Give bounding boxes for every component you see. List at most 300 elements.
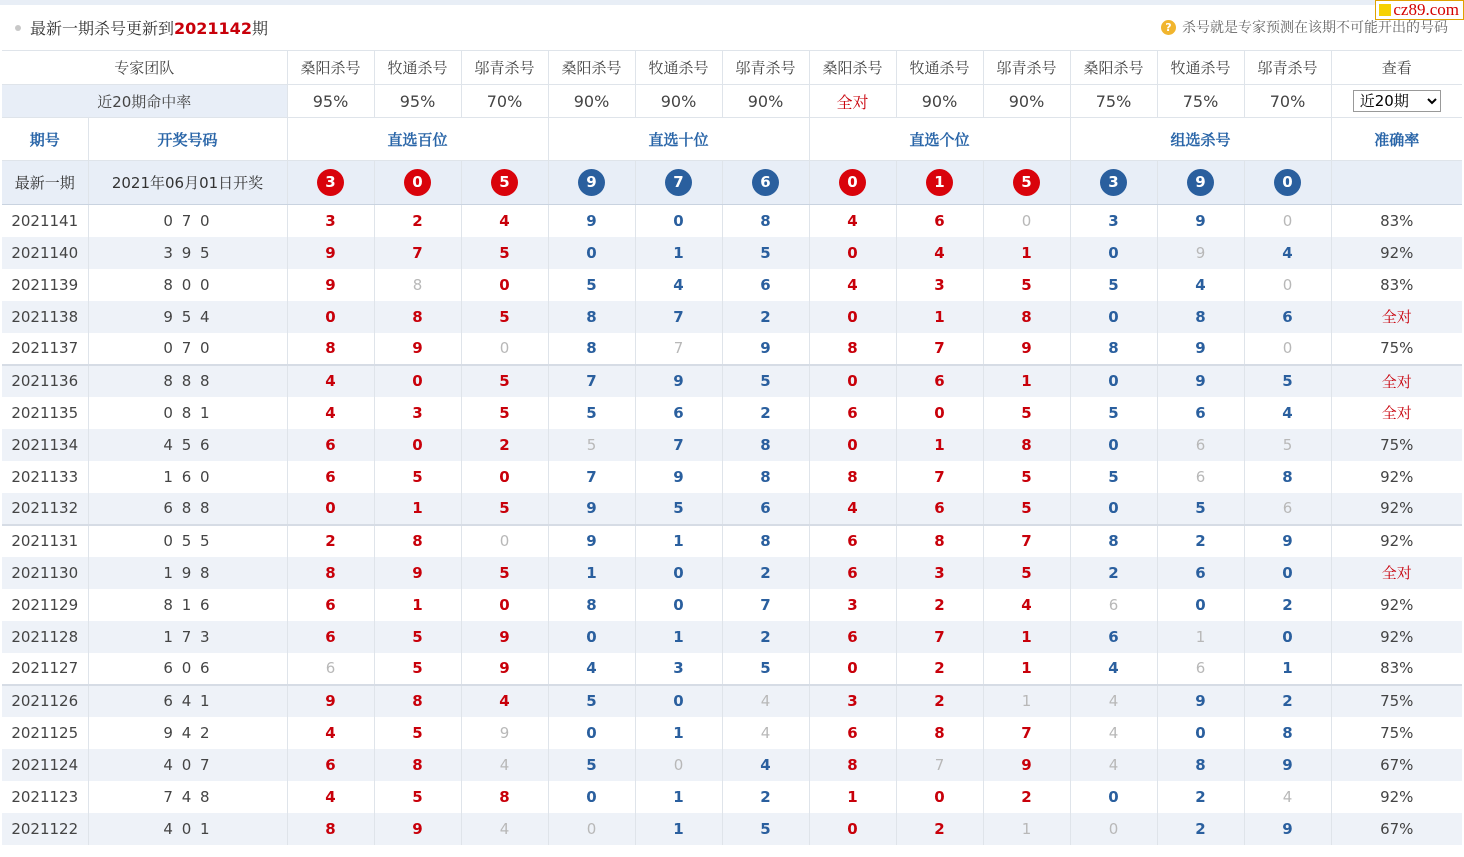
kill-number: 0	[809, 237, 896, 269]
kill-number: 8	[983, 429, 1070, 461]
ball-cell	[809, 161, 896, 205]
accuracy-value: 全对	[1381, 404, 1412, 422]
issue-number: 2021135	[2, 397, 88, 429]
kill-number: 9	[722, 333, 809, 365]
group-header-hundreds: 直选百位	[287, 118, 548, 161]
bullet-dot	[15, 25, 21, 31]
kill-number: 0	[1244, 621, 1331, 653]
kill-number: 0	[1070, 781, 1157, 813]
kill-number: 1	[1244, 653, 1331, 685]
kill-number: 6	[1070, 621, 1157, 653]
kill-number: 3	[809, 685, 896, 717]
latest-prediction-row	[2, 161, 1462, 205]
team-label: 专家团队	[2, 51, 287, 85]
expert-name: 牧通杀号	[1157, 51, 1244, 85]
kill-number: 2	[722, 781, 809, 813]
draw-numbers: 9 4 2	[88, 717, 287, 749]
accuracy-value: 全对	[1331, 557, 1462, 589]
draw-numbers: 8 0 0	[88, 269, 287, 301]
kill-number: 0	[374, 365, 461, 397]
kill-number: 0	[287, 493, 374, 525]
accuracy-value: 75%	[1380, 723, 1414, 742]
kill-number: 6	[896, 365, 983, 397]
latest-accuracy-empty	[1331, 161, 1462, 205]
kill-number: 1	[548, 557, 635, 589]
table-row	[2, 205, 1462, 237]
kill-number: 4	[287, 717, 374, 749]
expert-name: 邬青杀号	[461, 51, 548, 85]
kill-number: 0	[548, 781, 635, 813]
ball-cell	[374, 161, 461, 205]
kill-number: 5	[461, 557, 548, 589]
kill-number: 2	[1244, 589, 1331, 621]
hit-rate-label: 近20期命中率	[2, 85, 287, 118]
kill-number: 4	[461, 205, 548, 237]
draw-numbers: 6 0 6	[88, 653, 287, 685]
kill-number: 4	[722, 749, 809, 781]
kill-number: 8	[374, 301, 461, 333]
kill-number: 4	[548, 653, 635, 685]
kill-ball: 1	[926, 169, 953, 196]
kill-number: 2	[1244, 685, 1331, 717]
table-row	[2, 749, 1462, 781]
kill-number: 8	[548, 589, 635, 621]
column-group-header	[2, 118, 1462, 161]
kill-number: 1	[896, 429, 983, 461]
kill-ball: 0	[1274, 169, 1301, 196]
hit-rate: 95%	[374, 85, 461, 118]
accuracy-value: 67%	[1331, 749, 1462, 781]
draw-numbers: 4 5 6	[88, 429, 287, 461]
kill-number: 0	[809, 653, 896, 685]
kill-number: 8	[1244, 717, 1331, 749]
kill-number: 8	[722, 525, 809, 557]
kill-number: 4	[983, 589, 1070, 621]
issue-number: 2021131	[2, 525, 88, 557]
kill-number: 1	[983, 237, 1070, 269]
kill-number: 6	[287, 461, 374, 493]
kill-number: 2	[461, 429, 548, 461]
page-header	[0, 5, 1464, 49]
kill-number: 7	[548, 461, 635, 493]
kill-number: 4	[1070, 685, 1157, 717]
issue-number: 2021132	[2, 493, 88, 525]
kill-number: 1	[983, 653, 1070, 685]
hit-rate: 70%	[1244, 85, 1331, 118]
kill-number: 0	[461, 589, 548, 621]
expert-name: 桑阳杀号	[809, 51, 896, 85]
kill-number: 8	[287, 333, 374, 365]
kill-number: 7	[896, 461, 983, 493]
kill-ball: 9	[578, 169, 605, 196]
issue-number: 2021123	[2, 781, 88, 813]
hit-rate: 75%	[1070, 85, 1157, 118]
issue-header: 期号	[2, 118, 88, 161]
draw-numbers: 3 9 5	[88, 237, 287, 269]
kill-number: 0	[548, 621, 635, 653]
issue-number: 2021141	[2, 205, 88, 237]
ball-cell	[548, 161, 635, 205]
kill-number: 0	[809, 301, 896, 333]
group-header-group-kill: 组选杀号	[1070, 118, 1331, 161]
draw-numbers: 1 6 0	[88, 461, 287, 493]
kill-number: 8	[287, 557, 374, 589]
kill-number: 1	[896, 301, 983, 333]
kill-number: 5	[548, 397, 635, 429]
kill-number: 9	[983, 749, 1070, 781]
accuracy-value: 67%	[1331, 813, 1462, 845]
kill-number: 4	[722, 717, 809, 749]
kill-number: 8	[809, 333, 896, 365]
accuracy-value: 92%	[1331, 493, 1462, 525]
kill-number: 2	[374, 205, 461, 237]
draw-numbers: 6 8 8	[88, 493, 287, 525]
kill-number: 0	[1070, 365, 1157, 397]
kill-number: 0	[1070, 429, 1157, 461]
kill-number: 8	[374, 269, 461, 301]
table-row	[2, 429, 1462, 461]
issue-number: 2021122	[2, 813, 88, 845]
title-suffix: 期	[251, 19, 268, 38]
header-note	[1161, 17, 1448, 37]
accuracy-value: 75%	[1380, 339, 1414, 357]
draw-numbers: 9 5 4	[88, 301, 287, 333]
draw-numbers: 8 8 8	[88, 365, 287, 397]
logo-text: cz89.com	[1393, 0, 1459, 19]
kill-number: 9	[1157, 365, 1244, 397]
kill-number: 5	[1244, 429, 1331, 461]
kill-number: 6	[287, 749, 374, 781]
kill-number: 8	[548, 333, 635, 365]
kill-number: 8	[983, 301, 1070, 333]
issue-number: 2021126	[2, 685, 88, 717]
ball-cell	[1070, 161, 1157, 205]
accuracy-value: 92%	[1380, 787, 1414, 806]
issue-number: 2021125	[2, 717, 88, 749]
hit-rate: 90%	[722, 85, 809, 118]
kill-number: 0	[548, 237, 635, 269]
kill-number: 1	[635, 621, 722, 653]
kill-number: 9	[548, 493, 635, 525]
kill-number: 0	[1070, 301, 1157, 333]
kill-number: 5	[374, 653, 461, 685]
kill-number: 8	[722, 429, 809, 461]
issue-number: 2021137	[2, 333, 88, 365]
kill-number: 9	[548, 525, 635, 557]
latest-date: 2021年06月01日开奖	[88, 161, 287, 205]
table-row	[2, 397, 1462, 429]
kill-number: 4	[1070, 717, 1157, 749]
expert-name: 牧通杀号	[896, 51, 983, 85]
title-prefix: 最新一期杀号更新到	[30, 19, 175, 38]
table-row	[2, 685, 1462, 717]
ball-cell	[461, 161, 548, 205]
kill-number: 4	[1244, 781, 1331, 813]
kill-number: 2	[1070, 557, 1157, 589]
kill-number: 5	[1244, 365, 1331, 397]
issue-number: 2021133	[2, 461, 88, 493]
kill-number: 2	[722, 557, 809, 589]
kill-number: 5	[635, 493, 722, 525]
kill-number: 1	[1157, 621, 1244, 653]
kill-number: 5	[461, 493, 548, 525]
kill-number: 8	[896, 717, 983, 749]
draw-numbers: 0 5 5	[88, 525, 287, 557]
accuracy-value: 92%	[1331, 525, 1462, 557]
kill-number: 1	[983, 685, 1070, 717]
accuracy-header: 准确率	[1331, 118, 1462, 161]
table-row	[2, 813, 1462, 845]
kill-number: 6	[809, 525, 896, 557]
kill-number: 6	[1244, 301, 1331, 333]
ball-cell	[983, 161, 1070, 205]
issue-number: 2021139	[2, 269, 88, 301]
kill-number: 9	[1244, 813, 1331, 845]
ball-cell	[1244, 161, 1331, 205]
kill-number: 0	[635, 205, 722, 237]
kill-number: 8	[1157, 749, 1244, 781]
expert-name: 邬青杀号	[1244, 51, 1331, 85]
accuracy-value: 92%	[1331, 237, 1462, 269]
kill-number: 6	[1157, 653, 1244, 685]
hit-rate: 75%	[1157, 85, 1244, 118]
issue-number: 2021134	[2, 429, 88, 461]
kill-number: 9	[287, 269, 374, 301]
table-row	[2, 237, 1462, 269]
draw-numbers: 0 7 0	[88, 205, 287, 237]
issue-number: 2021127	[2, 653, 88, 685]
kill-number: 5	[374, 621, 461, 653]
issue-number: 2021138	[2, 301, 88, 333]
kill-ball: 6	[752, 169, 779, 196]
kill-ball: 5	[491, 169, 518, 196]
kill-number-table	[2, 50, 1462, 845]
kill-number: 5	[461, 365, 548, 397]
kill-number: 8	[896, 525, 983, 557]
kill-number: 5	[1070, 461, 1157, 493]
ball-cell	[287, 161, 374, 205]
kill-number: 3	[635, 653, 722, 685]
period-select-cell	[1331, 85, 1462, 118]
kill-number: 9	[635, 461, 722, 493]
kill-number: 3	[896, 269, 983, 301]
kill-number: 9	[1157, 205, 1244, 237]
kill-number: 5	[722, 653, 809, 685]
ball-cell	[896, 161, 983, 205]
accuracy-value: 全对	[1331, 301, 1462, 333]
kill-number: 6	[896, 205, 983, 237]
hit-rate: 90%	[548, 85, 635, 118]
kill-number: 6	[287, 653, 374, 685]
kill-number: 5	[983, 461, 1070, 493]
kill-number: 5	[461, 301, 548, 333]
hit-rate: 90%	[983, 85, 1070, 118]
kill-number: 0	[1070, 813, 1157, 845]
hit-rate-row	[2, 85, 1462, 118]
kill-ball: 9	[1187, 169, 1214, 196]
kill-number: 0	[635, 557, 722, 589]
kill-number: 8	[1070, 525, 1157, 557]
kill-number: 0	[809, 429, 896, 461]
kill-number: 5	[722, 365, 809, 397]
kill-number: 2	[896, 813, 983, 845]
kill-number: 0	[1244, 269, 1331, 301]
history-rows	[2, 205, 1462, 845]
kill-number: 0	[635, 589, 722, 621]
kill-number: 6	[1157, 429, 1244, 461]
kill-number: 8	[722, 205, 809, 237]
expert-name: 牧通杀号	[635, 51, 722, 85]
kill-number: 4	[287, 397, 374, 429]
kill-number: 2	[896, 589, 983, 621]
kill-number: 2	[722, 621, 809, 653]
kill-number: 9	[461, 653, 548, 685]
kill-number: 2	[722, 301, 809, 333]
table-row	[2, 461, 1462, 493]
kill-number: 1	[635, 717, 722, 749]
issue-number: 2021129	[2, 589, 88, 621]
kill-number: 2	[896, 685, 983, 717]
kill-number: 6	[809, 397, 896, 429]
kill-number: 6	[1070, 589, 1157, 621]
kill-number: 5	[722, 813, 809, 845]
kill-number: 4	[1157, 269, 1244, 301]
kill-ball: 7	[665, 169, 692, 196]
kill-number: 5	[374, 717, 461, 749]
kill-number: 7	[722, 589, 809, 621]
kill-number: 5	[983, 269, 1070, 301]
period-select[interactable]	[1353, 90, 1441, 112]
kill-number: 2	[287, 525, 374, 557]
accuracy-value: 83%	[1380, 211, 1414, 230]
group-header-tens: 直选十位	[548, 118, 809, 161]
kill-number: 9	[374, 333, 461, 365]
kill-number: 0	[287, 301, 374, 333]
kill-number: 9	[1157, 685, 1244, 717]
kill-number: 8	[1244, 461, 1331, 493]
issue-number: 2021124	[2, 749, 88, 781]
hit-rate: 95%	[287, 85, 374, 118]
ball-cell	[1157, 161, 1244, 205]
draw-numbers: 6 4 1	[88, 685, 287, 717]
kill-number: 7	[635, 429, 722, 461]
latest-label: 最新一期	[2, 161, 88, 205]
kill-number: 0	[1070, 237, 1157, 269]
kill-number: 2	[1157, 525, 1244, 557]
kill-number: 6	[1157, 461, 1244, 493]
kill-number: 1	[635, 237, 722, 269]
accuracy-value: 83%	[1380, 275, 1414, 294]
accuracy-value: 75%	[1331, 685, 1462, 717]
issue-number: 2021130	[2, 557, 88, 589]
kill-number: 7	[896, 749, 983, 781]
kill-number: 5	[1070, 397, 1157, 429]
kill-number: 8	[461, 781, 548, 813]
kill-number: 4	[461, 813, 548, 845]
draw-numbers: 1 7 3	[88, 621, 287, 653]
page-title	[30, 16, 268, 39]
table-row	[2, 333, 1462, 365]
table-row	[2, 301, 1462, 333]
table-row	[2, 557, 1462, 589]
kill-number: 7	[635, 333, 722, 365]
kill-number: 4	[1244, 237, 1331, 269]
kill-number: 0	[548, 717, 635, 749]
kill-number: 4	[809, 205, 896, 237]
kill-number: 5	[461, 397, 548, 429]
kill-number: 9	[287, 237, 374, 269]
kill-number: 6	[287, 621, 374, 653]
kill-number: 4	[461, 749, 548, 781]
kill-number: 2	[722, 397, 809, 429]
kill-number: 9	[461, 621, 548, 653]
kill-number: 5	[374, 781, 461, 813]
table-row	[2, 365, 1462, 397]
kill-number: 4	[461, 685, 548, 717]
kill-number: 4	[287, 365, 374, 397]
kill-number: 2	[896, 653, 983, 685]
kill-number: 0	[461, 525, 548, 557]
kill-number: 8	[809, 749, 896, 781]
kill-number: 6	[809, 717, 896, 749]
kill-number: 1	[635, 525, 722, 557]
kill-number: 8	[548, 301, 635, 333]
kill-number: 1	[635, 781, 722, 813]
kill-number: 4	[722, 685, 809, 717]
draw-header: 开奖号码	[88, 118, 287, 161]
accuracy-value: 75%	[1331, 429, 1462, 461]
kill-number: 3	[374, 397, 461, 429]
kill-number: 1	[983, 365, 1070, 397]
expert-name: 邬青杀号	[983, 51, 1070, 85]
kill-number: 7	[896, 621, 983, 653]
expert-name: 邬青杀号	[722, 51, 809, 85]
kill-number: 6	[722, 493, 809, 525]
table-row	[2, 589, 1462, 621]
kill-number: 0	[548, 813, 635, 845]
kill-number: 7	[983, 525, 1070, 557]
logo-square-icon	[1379, 4, 1391, 16]
kill-number: 1	[983, 813, 1070, 845]
kill-number: 6	[287, 429, 374, 461]
expert-name: 桑阳杀号	[287, 51, 374, 85]
kill-number: 0	[635, 749, 722, 781]
question-icon: ?	[1161, 20, 1176, 35]
kill-number: 0	[635, 685, 722, 717]
kill-number: 7	[635, 301, 722, 333]
kill-number: 6	[896, 493, 983, 525]
kill-number: 5	[548, 749, 635, 781]
table-row	[2, 493, 1462, 525]
kill-number: 5	[1070, 269, 1157, 301]
kill-number: 2	[983, 781, 1070, 813]
kill-number: 6	[722, 269, 809, 301]
kill-number: 8	[1070, 333, 1157, 365]
kill-number: 0	[1244, 557, 1331, 589]
hit-rate: 70%	[461, 85, 548, 118]
site-logo[interactable]	[1375, 0, 1464, 20]
view-label: 查看	[1331, 51, 1462, 85]
kill-number: 6	[1244, 493, 1331, 525]
kill-number: 1	[374, 589, 461, 621]
kill-number: 6	[1157, 557, 1244, 589]
kill-number: 5	[1157, 493, 1244, 525]
kill-number: 6	[287, 589, 374, 621]
kill-number: 4	[896, 237, 983, 269]
kill-number: 0	[983, 205, 1070, 237]
kill-number: 0	[1157, 589, 1244, 621]
kill-number: 9	[461, 717, 548, 749]
